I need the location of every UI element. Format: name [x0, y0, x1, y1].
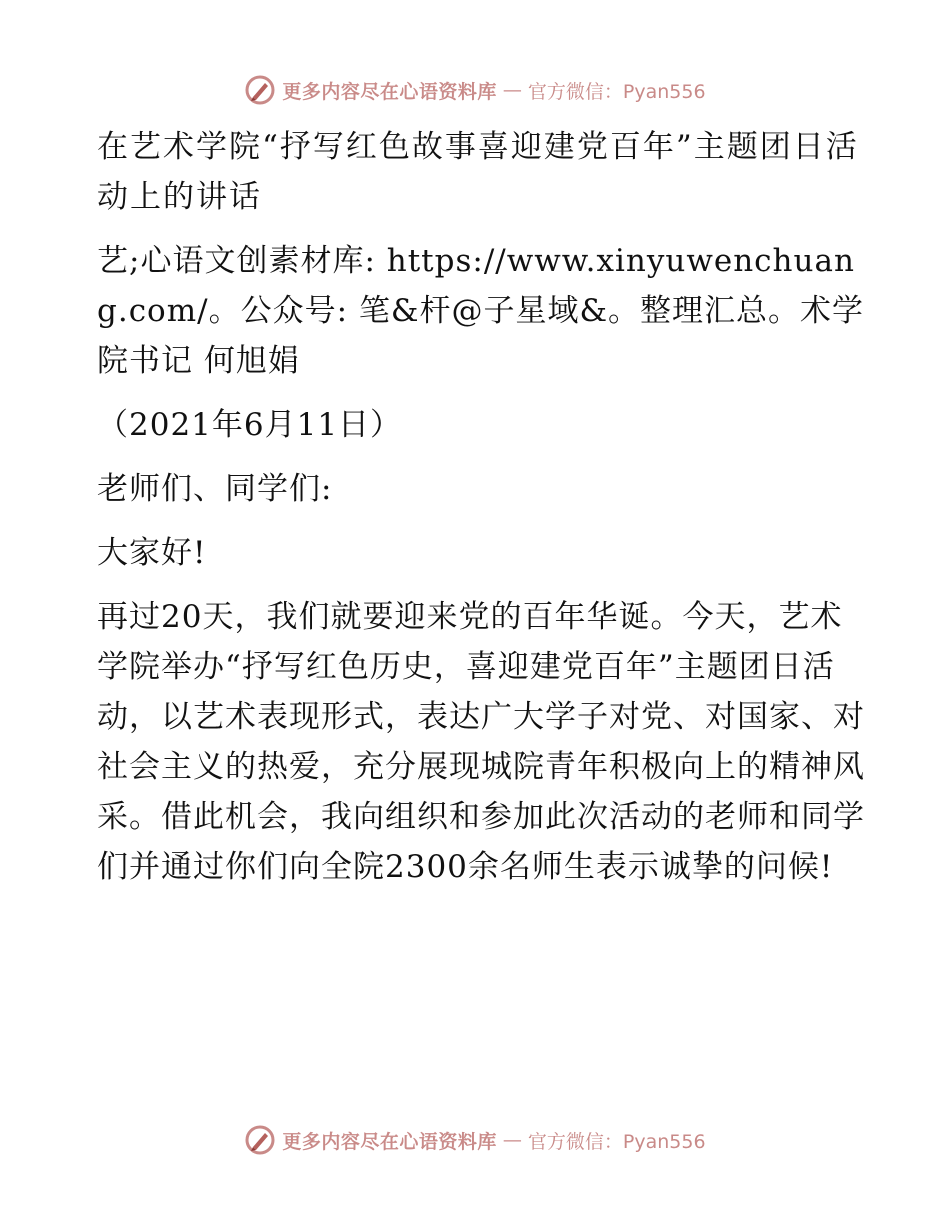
source-note: 艺;心语文创素材库: https://www.xinyuwenchuang.com/。公众号: 笔&杆@子星域&。整理汇总。术学院书记 何旭娟	[97, 243, 865, 379]
greeting: 大家好!	[97, 535, 207, 571]
speech-date: （2021年6月11日）	[97, 407, 403, 443]
banner-text: 更多内容尽在心语资料库	[282, 80, 497, 103]
footer-banner-wechat: 官方微信：Pyan556	[527, 1130, 706, 1153]
banner-separator: —	[502, 79, 522, 101]
document-title: 在艺术学院“抒写红色故事喜迎建党百年”主题团日活动上的讲话	[97, 129, 859, 215]
footer-banner	[0, 1120, 950, 1160]
footer-banner-separator: —	[502, 1129, 522, 1151]
document-body	[97, 122, 867, 906]
salutation: 老师们、同学们:	[97, 471, 333, 507]
pen-circle-logo-icon	[244, 1124, 276, 1156]
pen-circle-logo-icon	[244, 74, 276, 106]
body-paragraph: 再过20天，我们就要迎来党的百年华诞。今天，艺术学院举办“抒写红色历史，喜迎建党百年”主题团日活动，以艺术表现形式，表达广大学子对党、对国家、对社会主义的热爱，充分展现城院青年积极向上的精神风采。借此机会，我向组织和参加此次活动的老师和同学们并通过你们向全院2300余名师生表示诚挚的问候!	[97, 599, 865, 885]
banner-wechat: 官方微信：Pyan556	[527, 80, 706, 103]
header-banner	[0, 70, 950, 110]
footer-banner-text: 更多内容尽在心语资料库	[282, 1130, 497, 1153]
